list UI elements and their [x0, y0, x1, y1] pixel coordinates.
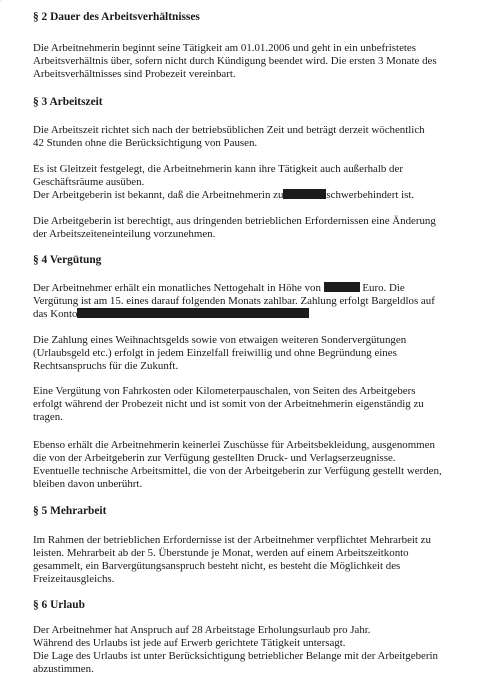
text-line: gesammelt, ein Barvergütungsanspruch besteht nicht, es besteht die Möglichkeit des — [33, 560, 401, 573]
text-line: abzustimmen. — [33, 663, 94, 676]
paragraph-mehrarbeit — [33, 534, 465, 586]
text-line: Im Rahmen der betrieblichen Erfordernisse ist der Arbeitnehmer verpflichtet Mehrarbeit zu — [33, 534, 431, 546]
paragraph-arbeitszeit-1 — [33, 124, 465, 150]
paragraph-dauer — [33, 42, 465, 81]
redaction-bar — [283, 189, 326, 199]
text-line — [33, 282, 465, 295]
text-line: tragen. — [33, 411, 63, 424]
text-line: Geschäftsräume ausüben. — [33, 176, 145, 189]
text-line: Ebenso erhält die Arbeitnehmerin keinerlei Zuschüsse für Arbeitsbekleidung, ausgenommen — [33, 439, 435, 451]
text-line: Der Arbeitnehmer hat Anspruch auf 28 Arbeitstage Erholungsurlaub pro Jahr. — [33, 624, 371, 636]
text-line — [33, 308, 465, 321]
text-segment: Der Arbeitnehmer erhält ein monatliches Nettogehalt in Höhe von — [33, 282, 321, 294]
paragraph-weihnachtsgeld — [33, 334, 465, 373]
section-heading-verguetung: § 4 Vergütung — [33, 254, 102, 266]
section-heading-mehrarbeit: § 5 Mehrarbeit — [33, 505, 107, 517]
text-line: Die Arbeitszeit richtet sich nach der betriebsüblichen Zeit und beträgt derzeit wöchentlich — [33, 124, 425, 136]
text-line: Während des Urlaubs ist jede auf Erwerb gerichtete Tätigkeit untersagt. — [33, 637, 346, 650]
paragraph-arbeitsbekleidung — [33, 439, 465, 491]
text-segment: Euro. Die — [362, 282, 405, 294]
paragraph-schwerbehindert — [33, 189, 465, 202]
text-line — [33, 189, 465, 202]
text-segment: Der Arbeitgeberin ist bekannt, daß die Arbeitnehmerin zu — [33, 189, 284, 201]
text-line: Die Zahlung eines Weihnachtsgelds sowie von etwaigen weiteren Sondervergütungen — [33, 334, 407, 346]
section-heading-urlaub: § 6 Urlaub — [33, 599, 85, 611]
paragraph-fahrkosten — [33, 385, 465, 424]
text-line: Die Lage des Urlaubs ist unter Berücksichtigung betrieblicher Belange mit der Arbeitgeberin — [33, 650, 438, 663]
text-line: Vergütung ist am 15. eines darauf folgenden Monats zahlbar. Zahlung erfolgt Bargeldlos auf — [33, 295, 435, 308]
text-line: Eine Vergütung von Fahrkosten oder Kilometerpauschalen, von Seiten des Arbeitgebers — [33, 385, 416, 397]
paragraph-gleitzeit — [33, 163, 465, 189]
text-line: erfolgt während der Probezeit nicht und ist somit von der Arbeitnehmerin eigenständig zu — [33, 398, 424, 411]
text-line: Die Arbeitnehmerin beginnt seine Tätigkeit am 01.01.2006 und geht in ein unbefristetes — [33, 42, 417, 54]
text-line: Rechtsanspruchs für die Zukunft. — [33, 360, 179, 373]
text-line: leisten. Mehrarbeit ab der 5. Überstunde je Monat, werden auf einem Arbeitszeitkonto — [33, 547, 409, 560]
paragraph-aenderung — [33, 215, 465, 241]
section-heading-dauer: § 2 Dauer des Arbeitsverhältnisses — [33, 11, 200, 23]
text-line: (Urlaubsgeld etc.) erfolgt in jedem Einzelfall freiwillig und ohne Begründung eines — [33, 347, 397, 360]
paragraph-nettogehalt — [33, 282, 465, 321]
redaction-bar — [77, 308, 309, 318]
text-line: 42 Stunden ohne die Berücksichtigung von Pausen. — [33, 137, 258, 150]
section-heading-arbeitszeit: § 3 Arbeitszeit — [33, 96, 103, 108]
paragraph-urlaub — [33, 624, 465, 676]
text-line: Die Arbeitgeberin ist berechtigt, aus dringenden betrieblichen Erfordernissen eine Änderung — [33, 215, 436, 227]
redaction-bar — [324, 282, 360, 292]
text-line: Eventuelle technische Arbeitsmittel, die von der Arbeitgeberin zur Verfügung gestellt werden, — [33, 465, 442, 478]
text-segment: das Konto — [33, 308, 78, 321]
text-line: die von der Arbeitgeberin zur Verfügung gestellten Druck- und Verlagserzeugnisse. — [33, 452, 396, 465]
text-segment: schwerbehindert ist. — [326, 189, 415, 201]
text-line: der Arbeitszeiteneinteilung vorzunehmen. — [33, 228, 216, 241]
text-line: Arbeitsverhältnisses sind Probezeit vereinbart. — [33, 68, 236, 81]
text-line: bleiben davon unberührt. — [33, 478, 143, 491]
text-line: Es ist Gleitzeit festgelegt, die Arbeitnehmerin kann ihre Tätigkeit auch außerhalb der — [33, 163, 403, 175]
text-line: Arbeitsverhältnis über, sofern nicht durch Kündigung beendet wird. Die ersten 3 Monate des — [33, 55, 437, 68]
text-line: Freizeitausgleichs. — [33, 573, 115, 586]
